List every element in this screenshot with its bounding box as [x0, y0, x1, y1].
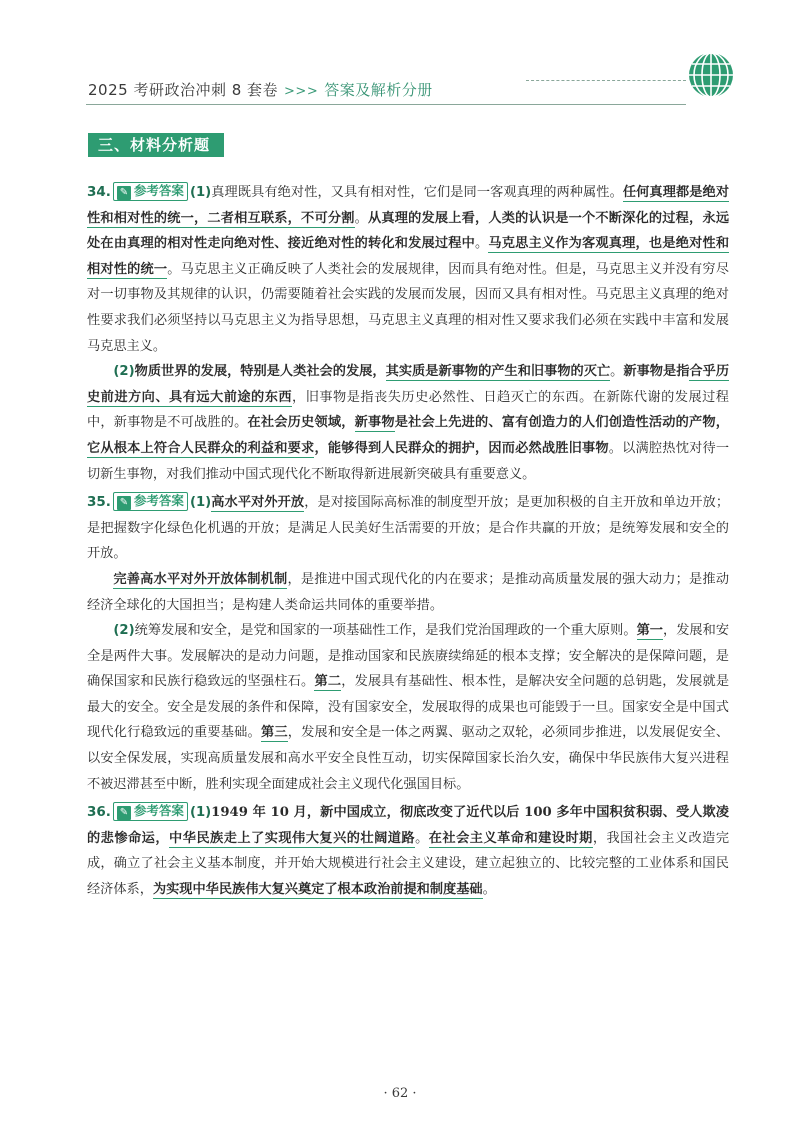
key-point: 马克思主义作为客观真理，也是绝对性和相对性的统一 — [87, 236, 730, 277]
key-point: 高水平对外开放 — [211, 495, 305, 511]
answer-text: 在社会历史领域， — [247, 415, 355, 431]
answer-text: 。 — [354, 210, 368, 226]
answer-text: 从真理的发展上看，人类的认识是一个不断深化的过程，永远处在由真理的相对性走向绝对性、接近绝对性的转化和发展过程中 — [87, 210, 730, 252]
answer-text: 1949 年 10 月，新中国成立，彻底改变了近代以后 100 多年中国积贫积弱、受人欺凌的悲惨命运， — [87, 805, 729, 846]
answer-text: 是社会上先进的、富有创造力的人们创造性活动的产物， — [394, 415, 729, 431]
answer-tag — [113, 182, 188, 201]
answer-text: 统筹发展和安全，是党和国家的一项基础性工作，是我们党治国理政的一个重大原则。 — [134, 623, 637, 639]
answer-paragraph — [87, 359, 729, 487]
answer-paragraph — [87, 800, 729, 902]
answer-text: ，发展具有基础性、根本性，是解决安全问题的总钥匙，发展就是最大的安全。安全是发展的条件和保障，没有国家安全，发展取得的成果也可能毁于一旦。国家安全是中国式现代化行稳致远的重要基础。 — [87, 674, 730, 741]
sub-question-number: (1) — [189, 495, 212, 511]
answer-text: ，发展和安全是两件大事。发展解决的是动力问题，是推动国家和民族赓续绵延的根本支撑；安全解决的是保障问题，是确保国家和民族行稳致远的坚强柱石。 — [87, 623, 730, 690]
answer-text: ，旧事物是指丧失历史必然性、日趋灭亡的东西。在新陈代谢的发展过程中，新事物是不可战胜的。 — [87, 389, 729, 431]
answer-text: ，是对接国际高标准的制度型开放；是更加积极的自主开放和单边开放；是把握数字化绿色化机遇的开放；是满足人民美好生活需要的开放；是合作共赢的开放；是统筹发展和安全的开放。 — [87, 495, 730, 562]
key-point: 中华民族走上了实现伟大复兴的壮阔道路 — [169, 830, 416, 846]
answer-text: 。马克思主义正确反映了人类社会的发展规律，因而具有绝对性。但是，马克思主义并没有穷尽对一切事物及其规律的认识，仍需要随着社会实践的发展而发展，因而又具有相对性。马克思主义真理的绝对性要求我们必须坚持以马克思主义为指导思想，马克思主义真理的相对性又要求我们必须在实践中丰富和发展马克思主义。 — [87, 261, 730, 354]
section-title: 三、材料分析题 — [88, 133, 224, 157]
answer-tag-label: 参考答案 — [133, 803, 184, 819]
pen-icon: ✎ — [117, 806, 131, 820]
question-number: 34. — [87, 184, 111, 200]
answer-text: ，是推进中国式现代化的内在要求；是推动高质量发展的强大动力；是推动经济全球化的大国担当；是构建人类命运共同体的重要举措。 — [87, 571, 730, 613]
question-number: 35. — [87, 494, 111, 511]
answer-tag — [113, 802, 188, 821]
question-number: 36. — [87, 804, 111, 821]
header-title — [88, 79, 433, 100]
sub-question-number: (2) — [113, 364, 135, 380]
question-block — [87, 180, 729, 487]
answer-text: 新事物是指 — [623, 364, 690, 380]
answer-text: 物质世界的发展，特别是人类社会的发展， — [134, 364, 386, 380]
pen-icon: ✎ — [117, 186, 131, 200]
answer-tag-label: 参考答案 — [133, 183, 184, 198]
answer-text: 真理既具有绝对性，又具有相对性，它们是同一客观真理的两种属性。 — [211, 185, 623, 200]
key-point: 完善高水平对外开放体制机制 — [113, 571, 288, 587]
globe-logo-icon — [686, 50, 736, 100]
book-title: 2025 考研政治冲刺 8 套卷 — [88, 81, 279, 99]
key-point: 第一 — [636, 623, 663, 639]
header-subtitle: 答案及解析分册 — [324, 81, 433, 99]
chevrons-icon: >>> — [284, 84, 319, 99]
key-point: 它从根本上符合人民群众的利益和要求 — [87, 440, 315, 456]
sub-question-number: (2) — [113, 623, 135, 639]
answer-tag-label: 参考答案 — [133, 493, 184, 509]
answer-paragraph — [87, 180, 729, 359]
key-point: 新事物 — [354, 415, 395, 431]
answer-text: 。 — [475, 236, 489, 252]
header-divider — [86, 104, 686, 105]
page-header — [0, 0, 800, 130]
answer-text: 。 — [482, 882, 496, 898]
key-point: 任何真理都是绝对性和相对性的统一，二者相互联系，不可分割 — [87, 185, 730, 226]
sub-question-number: (1) — [189, 805, 212, 821]
key-point: 其实质是新事物的产生和旧事物的灭亡 — [385, 364, 611, 380]
answer-text: 。以满腔热忱对待一切新生事物，对我们推动中国式现代化不断取得新进展新突破具有重要意义。 — [87, 440, 730, 482]
key-point: 在社会主义革命和建设时期 — [428, 830, 593, 846]
pen-icon: ✎ — [117, 496, 131, 510]
answer-paragraph — [87, 490, 729, 567]
sub-question-number: (1) — [189, 185, 212, 200]
key-point: 合乎历史前进方向、具有远大前途的东西 — [87, 364, 730, 405]
answer-paragraph — [87, 567, 729, 618]
key-point: 为实现中华民族伟大复兴奠定了根本政治前提和制度基础 — [152, 882, 483, 898]
answer-text: ，能够得到人民群众的拥护，因而必然战胜旧事物 — [314, 440, 609, 456]
question-block — [87, 800, 729, 902]
key-point: 第三 — [260, 725, 288, 741]
answer-text: 。 — [610, 364, 624, 380]
answer-paragraph — [87, 618, 729, 797]
answer-text: ，我国社会主义改造完成，确立了社会主义基本制度，并开始大规模进行社会主义建设，建立起独立的、比较完整的工业体系和国民经济体系， — [87, 830, 730, 898]
question-block — [87, 490, 729, 797]
key-point: 第二 — [314, 674, 342, 690]
header-divider-dashed — [526, 80, 686, 81]
answer-tag — [113, 492, 188, 511]
page-number: · 62 · — [383, 1086, 417, 1101]
answer-text: ，发展和安全是一体之两翼、驱动之双轮，必须同步推进，以发展促安全、以安全保发展，实现高质量发展和高水平安全良性互动，切实保障国家长治久安，确保中华民族伟大复兴进程不被迟滞甚至中断，胜利实现全面建成社会主义现代化强国目标。 — [87, 725, 730, 792]
answer-content — [87, 180, 729, 906]
answer-text: 。 — [415, 830, 429, 846]
